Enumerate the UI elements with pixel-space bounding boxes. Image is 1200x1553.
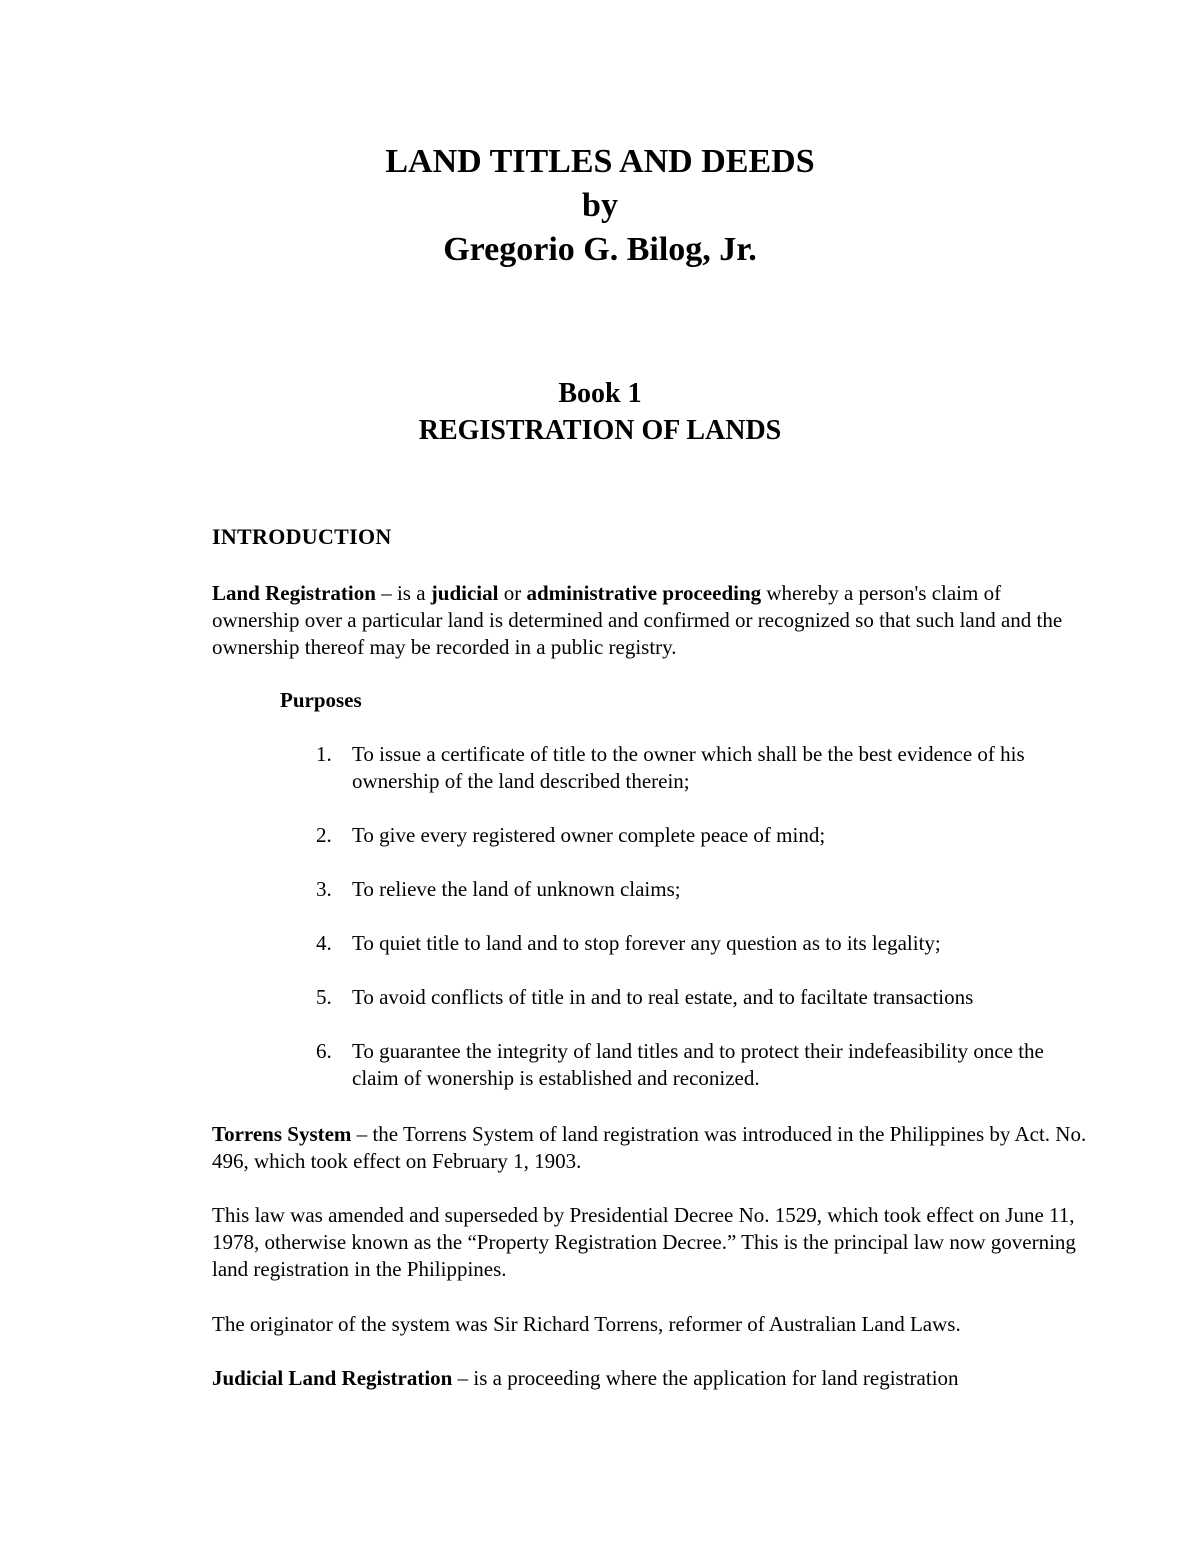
list-text: To guarantee the integrity of land titles and to protect their indefeasibility once the claim of wonership is established and reconized. (352, 1039, 1044, 1090)
list-item (310, 984, 1070, 1011)
text-definition: whereby a person's claim of ownership over a particular land is determined and confirmed or recognized so that such land and the ownership thereof may be recorded in a public registry. (212, 581, 1063, 659)
paragraph-torrens-system (212, 1121, 1092, 1175)
list-item (310, 876, 1070, 903)
list-text: To relieve the land of unknown claims; (352, 877, 681, 901)
document-title (0, 140, 1200, 272)
list-number: 6. (316, 1039, 332, 1063)
term-judicial: judicial (430, 581, 499, 605)
book-name: REGISTRATION OF LANDS (418, 415, 782, 446)
book-label: Book 1 (558, 378, 642, 409)
list-item (310, 930, 1070, 957)
list-number: 3. (316, 877, 332, 901)
list-text: To avoid conflicts of title in and to real estate, and to faciltate transactions (352, 985, 974, 1009)
text-dash: – is a (375, 581, 431, 605)
list-item (310, 741, 1070, 795)
list-item (310, 1038, 1070, 1092)
list-item (310, 822, 1070, 849)
term-administrative-proceeding: administrative proceeding (526, 581, 762, 605)
paragraph-land-registration (212, 580, 1092, 661)
term-torrens-system: Torrens System (212, 1122, 352, 1146)
list-text: To quiet title to land and to stop forever any question as to its legality; (352, 931, 941, 955)
title-line-by: by (582, 187, 618, 224)
list-number: 2. (316, 823, 332, 847)
paragraph-judicial-land-registration (212, 1365, 1092, 1392)
title-line-main: LAND TITLES AND DEEDS (385, 143, 815, 180)
list-number: 4. (316, 931, 332, 955)
paragraph-amended: This law was amended and superseded by Presidential Decree No. 1529, which took effect on June 11, 1978, otherwise known as the “Property Registration Decree.” This is the principal law now governing land registration in the Philippines. (212, 1203, 1076, 1281)
list-text: To give every registered owner complete peace of mind; (352, 823, 826, 847)
text-judicial-definition: – is a proceeding where the application for land registration (452, 1366, 959, 1390)
paragraph-originator: The originator of the system was Sir Richard Torrens, reformer of Australian Land Laws. (212, 1312, 961, 1336)
section-heading-introduction: INTRODUCTION (212, 524, 392, 549)
list-text: To issue a certificate of title to the owner which shall be the best evidence of his ownership of the land described therein; (352, 742, 1025, 793)
list-number: 1. (316, 742, 332, 766)
term-land-registration: Land Registration (212, 581, 376, 605)
title-line-author: Gregorio G. Bilog, Jr. (443, 231, 757, 268)
purposes-list (310, 741, 1070, 1119)
text-torrens-definition: – the Torrens System of land registration was introduced in the Philippines by Act. No. 496, which took effect on February 1, 1903. (212, 1122, 1087, 1173)
term-judicial-land-registration: Judicial Land Registration (212, 1366, 453, 1390)
list-number: 5. (316, 985, 332, 1009)
subheading-purposes: Purposes (280, 688, 362, 712)
text-or: or (498, 581, 527, 605)
book-heading (0, 375, 1200, 449)
